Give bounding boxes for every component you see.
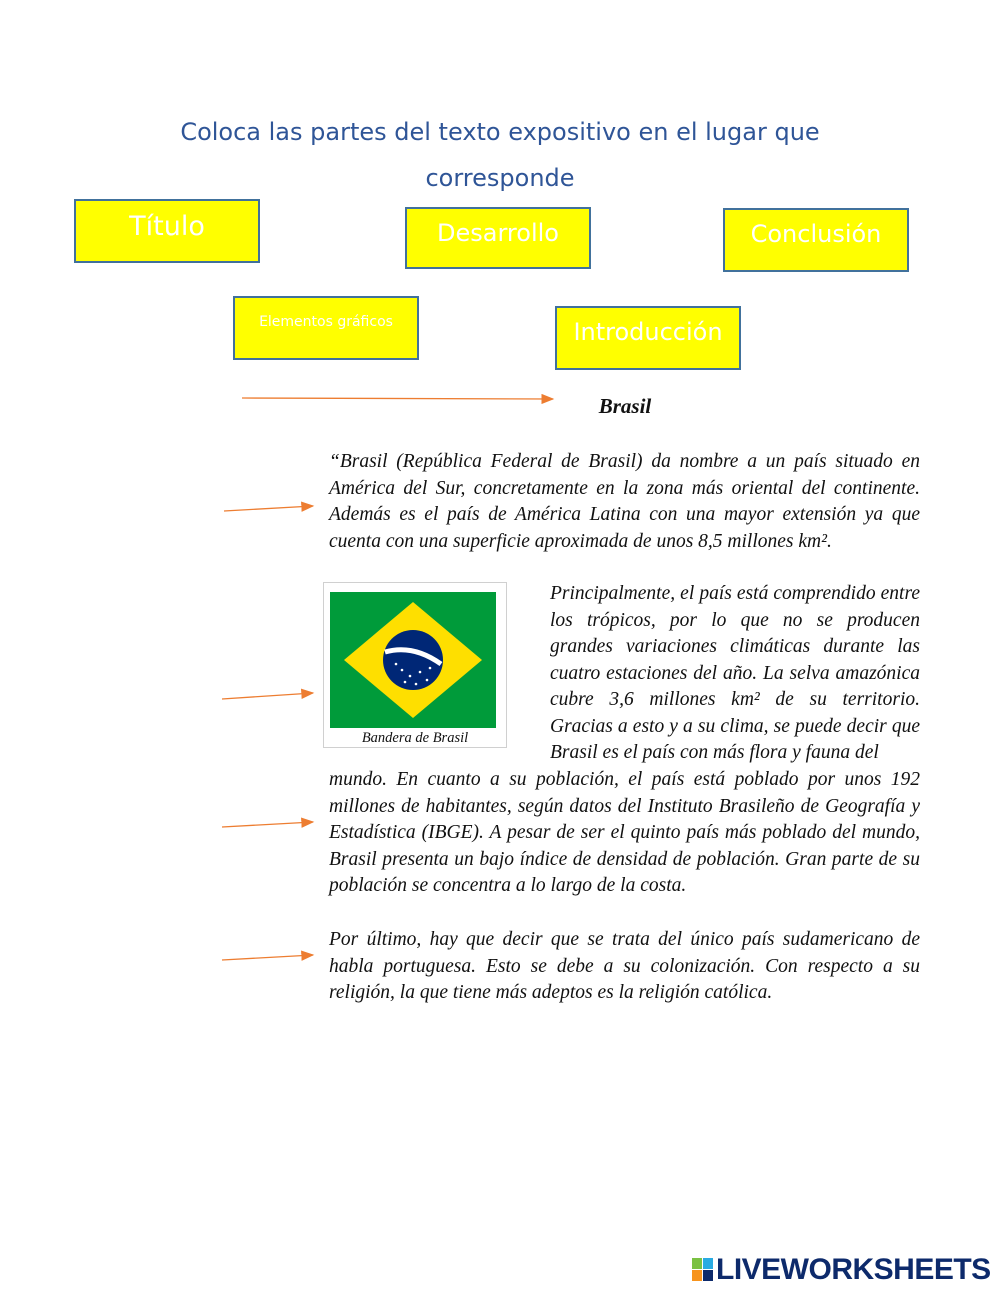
flag-caption: Bandera de Brasil	[361, 730, 469, 746]
answer-label-elementos-graficos: Elementos gráficos	[259, 314, 393, 330]
instruction-line-2: corresponde	[425, 164, 575, 192]
brazil-flag-icon	[330, 592, 496, 728]
document-paragraph-intro: “Brasil (República Federal de Brasil) da nombre a un país situado en América del Sur, concretamente en la zona más oriental del continente. Además es el país de América Latina con una mayor extensión ya que cuenta con una superficie aproximada de unos 8,5 millones km².	[329, 451, 920, 552]
document-paragraph-development-side: Principalmente, el país está comprendido entre los trópicos, por lo que no se producen grandes variaciones climáticas durante las cuatro estaciones del año. La selva amazónica cubre 3,6 millones km² de su territorio. Gracias a esto y a su clima, se puede decir que Brasil es el país con más flora y fauna del	[550, 583, 920, 763]
instruction-line-1: Coloca las partes del texto expositivo en el lugar que	[180, 118, 820, 146]
arrow-development-target	[222, 822, 313, 827]
answer-label-conclusion: Conclusión	[750, 220, 882, 248]
document-title: Brasil	[598, 394, 652, 418]
arrow-title-target	[242, 398, 553, 399]
document-paragraph-conclusion: Por último, hay que decir que se trata del único país sudamericano de habla portuguesa. Esto se debe a su colonización. Con respecto a su religión, la que tiene más adeptos es la religión católica.	[329, 929, 920, 1003]
arrow-conclusion-target	[222, 955, 313, 960]
liveworksheets-logo	[692, 1255, 991, 1285]
answer-label-desarrollo: Desarrollo	[437, 219, 559, 247]
answer-label-introduccion: Introducción	[573, 318, 723, 346]
flag-figure	[323, 582, 507, 748]
answer-label-titulo: Título	[129, 211, 205, 242]
logo-text: LIVEWORKSHEETS	[716, 1253, 991, 1286]
arrow-graphic-target	[222, 693, 313, 699]
arrow-intro-target	[224, 506, 313, 511]
liveworksheets-logo-icon	[692, 1258, 714, 1282]
document-paragraph-development: mundo. En cuanto a su población, el país está poblado por unos 192 millones de habitantes, según datos del Instituto Brasileño de Geografía y Estadística (IBGE). A pesar de ser el quinto país más poblado del mundo, Brasil presenta un bajo índice de densidad de población. Gran parte de su población se concentra a lo largo de la costa.	[329, 769, 920, 896]
